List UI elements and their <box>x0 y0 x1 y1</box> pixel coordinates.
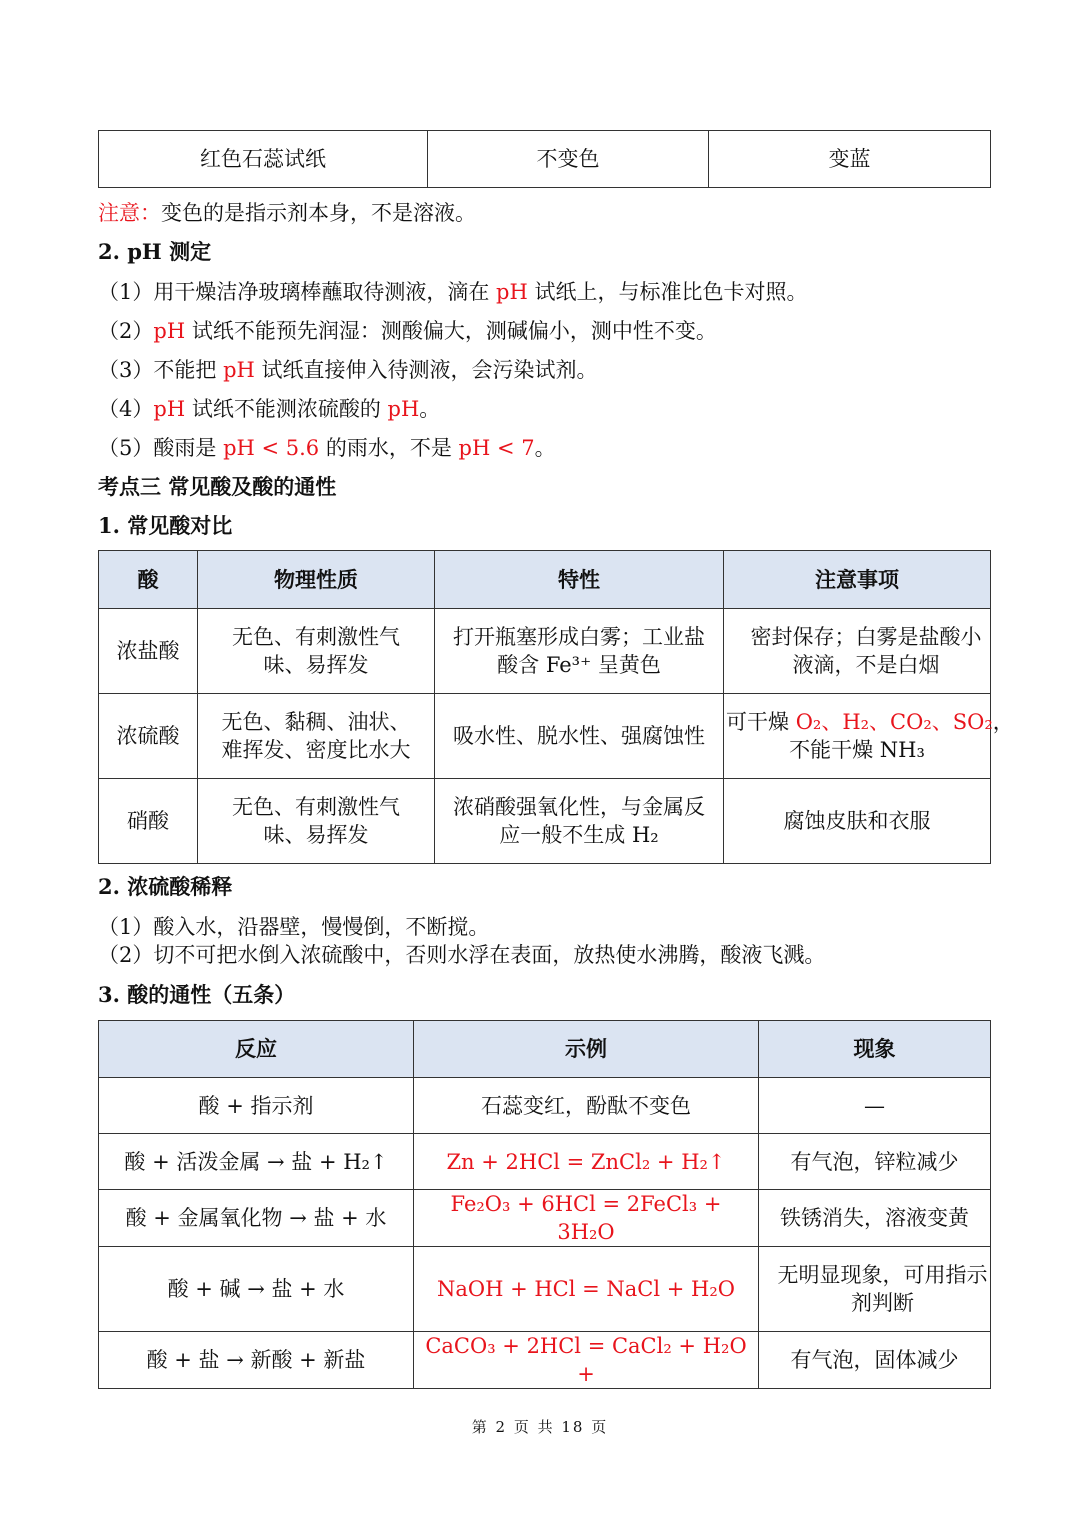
table-cell: 红色石蕊试纸 <box>99 131 428 188</box>
subsection-title-acid-compare: 1. 常见酸对比 <box>98 513 233 538</box>
column-header: 示例 <box>414 1021 759 1078</box>
cell-text: 可干燥 <box>726 710 789 734</box>
table-cell: 无色、有刺激性气味、易挥发 <box>198 609 435 694</box>
table-cell: 密封保存；白雾是盐酸小液滴，不是白烟 <box>724 609 991 694</box>
list-item-text: 的雨水，不是 <box>325 436 452 460</box>
note-label: 注意： <box>98 201 161 225</box>
list-item-text: 试纸不能预先润湿：测酸偏大，测碱偏小，测中性不变。 <box>191 319 717 343</box>
highlight-text: pH <box>153 397 186 421</box>
table-cell: 打开瓶塞形成白雾；工业盐酸含 Fe³⁺ 呈黄色 <box>435 609 724 694</box>
table-cell: 铁锈消失，溶液变黄 <box>759 1190 991 1247</box>
list-item <box>98 356 598 384</box>
list-item <box>98 278 808 306</box>
highlight-text: pH < 5.6 <box>223 436 320 460</box>
list-item-text: （4） <box>98 397 154 421</box>
table-cell: — <box>759 1078 991 1134</box>
table-cell: 浓硫酸 <box>99 694 198 779</box>
table-cell: 无色、有刺激性气味、易挥发 <box>198 779 435 864</box>
list-item-text: （1）用干燥洁净玻璃棒蘸取待测液，滴在 <box>98 280 490 304</box>
highlight-text: pH <box>223 358 255 382</box>
table-cell: 有气泡，锌粒减少 <box>759 1134 991 1190</box>
column-header: 现象 <box>759 1021 991 1078</box>
table-cell: 变蓝 <box>709 131 991 188</box>
table-header-row <box>99 1021 991 1078</box>
section-title-ph: 2. pH 测定 <box>98 239 212 264</box>
table-cell: 浓硝酸强氧化性，与金属反应一般不生成 H₂ <box>435 779 724 864</box>
table-cell: 硝酸 <box>99 779 198 864</box>
list-item: （1）酸入水，沿器壁，慢慢倒，不断搅。 <box>98 915 490 939</box>
highlight-text: pH <box>153 319 186 343</box>
indicator-table <box>98 130 991 188</box>
table-cell: NaOH + HCl = NaCl + H₂O <box>414 1247 759 1332</box>
table-cell: 石蕊变红，酚酞不变色 <box>414 1078 759 1134</box>
list-item: （2）切不可把水倒入浓硫酸中，否则水浮在表面，放热使水沸腾，酸液飞溅。 <box>98 943 826 967</box>
note-line <box>98 199 476 227</box>
column-header: 反应 <box>99 1021 414 1078</box>
list-item-text: 。 <box>534 436 556 460</box>
table-cell: 吸水性、脱水性、强腐蚀性 <box>435 694 724 779</box>
page-footer: 第 2 页 共 18 页 <box>471 1418 609 1436</box>
table-header-row <box>99 551 991 609</box>
table-cell: 无明显现象，可用指示剂判断 <box>759 1247 991 1332</box>
list-item-text: 。 <box>419 397 441 421</box>
table-row <box>99 609 991 694</box>
table-cell: 不变色 <box>428 131 709 188</box>
table-cell: CaCO₃ + 2HCl = CaCl₂ + H₂O + <box>414 1332 759 1389</box>
cell-line: 不能干燥 NH₃ <box>789 738 925 762</box>
table-cell: 酸 + 盐 → 新酸 + 新盐 <box>99 1332 414 1389</box>
cell-text: ， <box>992 710 1014 734</box>
list-item <box>98 395 440 423</box>
general-property-table <box>98 1020 991 1389</box>
table-cell: 酸 + 活泼金属 → 盐 + H₂↑ <box>99 1134 414 1190</box>
column-header: 特性 <box>435 551 724 609</box>
acid-compare-table <box>98 550 1014 864</box>
table-cell: 浓盐酸 <box>99 609 198 694</box>
table-cell: 腐蚀皮肤和衣服 <box>724 779 991 864</box>
table-cell: 有气泡，固体减少 <box>759 1332 991 1389</box>
list-item-text: 试纸上，与标准比色卡对照。 <box>534 280 808 304</box>
highlight-text: pH <box>387 397 420 421</box>
subsection-title-general: 3. 酸的通性（五条） <box>98 982 296 1007</box>
table-row <box>99 1190 991 1247</box>
list-item-text: 试纸直接伸入待测液，会污染试剂。 <box>261 358 598 382</box>
column-header: 物理性质 <box>198 551 435 609</box>
list-item-text: （2） <box>98 319 154 343</box>
table-cell <box>724 694 1014 779</box>
section-title-kaodian: 考点三 常见酸及酸的通性 <box>98 474 337 499</box>
table-cell: Fe₂O₃ + 6HCl = 2FeCl₃ + 3H₂O <box>414 1190 759 1247</box>
column-header: 酸 <box>99 551 198 609</box>
subsection-title-dilution: 2. 浓硫酸稀释 <box>98 874 233 899</box>
list-item <box>98 434 556 462</box>
highlight-text: pH < 7 <box>458 436 535 460</box>
column-header: 注意事项 <box>724 551 991 609</box>
table-cell: 酸 + 碱 → 盐 + 水 <box>99 1247 414 1332</box>
highlight-text: O₂、H₂、CO₂、SO₂ <box>795 710 993 734</box>
table-row <box>99 694 991 779</box>
table-cell: 无色、黏稠、油状、难挥发、密度比水大 <box>198 694 435 779</box>
table-row <box>99 1332 991 1389</box>
list-item <box>98 317 717 345</box>
table-row <box>99 1247 991 1332</box>
highlight-text: pH <box>496 280 528 304</box>
table-cell: 酸 + 指示剂 <box>99 1078 414 1134</box>
list-item-text: 试纸不能测浓硫酸的 <box>191 397 381 421</box>
table-row <box>99 131 991 188</box>
note-text: 变色的是指示剂本身，不是溶液。 <box>161 201 476 225</box>
cell-line <box>726 708 1014 736</box>
table-cell: Zn + 2HCl = ZnCl₂ + H₂↑ <box>414 1134 759 1190</box>
table-row <box>99 779 991 864</box>
table-row <box>99 1078 991 1134</box>
table-row <box>99 1134 991 1190</box>
list-item-text: （3）不能把 <box>98 358 217 382</box>
list-item-text: （5）酸雨是 <box>98 436 217 460</box>
table-cell: 酸 + 金属氧化物 → 盐 + 水 <box>99 1190 414 1247</box>
